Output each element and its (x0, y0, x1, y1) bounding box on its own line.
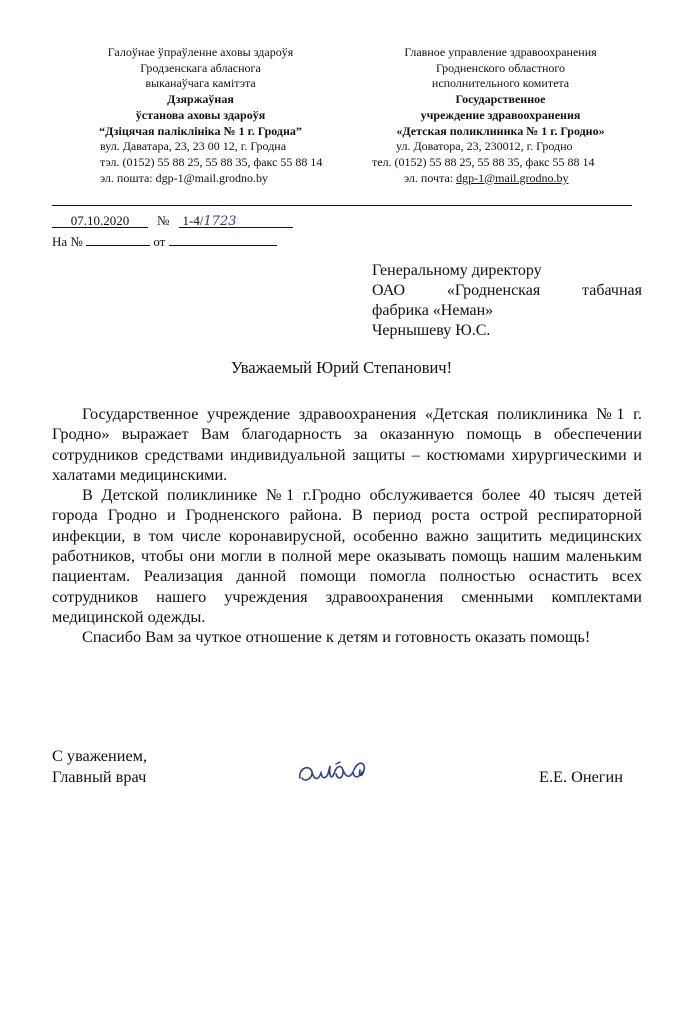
from-label: от (153, 234, 166, 249)
letterhead-russian (358, 45, 643, 186)
postal-address: ул. Доватора, 23, 230012, г. Гродно (396, 139, 573, 154)
handwritten-number: 1723 (203, 214, 237, 229)
institution-type-line: Государственное (455, 92, 546, 107)
handwritten-signature (296, 756, 374, 792)
letter-date: 07.10.2020 (52, 213, 148, 228)
postal-address: вул. Даватара, 23, 23 00 12, г. Гродна (100, 139, 287, 154)
paragraph-3: Спасибо Вам за чуткое отношение к детям и готовность оказать помощь! (82, 627, 591, 647)
ministry-line: Галоўнае ўпраўленне аховы здароўя (107, 45, 294, 59)
outgoing-reference (52, 213, 293, 228)
addressee-block (372, 261, 642, 341)
email-link[interactable]: dgp-1@mail.grodno.by (456, 170, 569, 185)
addressee-company-2: фабрика «Неман» (372, 302, 494, 319)
region-line: Гродзенскага абласнога (140, 60, 261, 75)
institution-type-line: Дзяржаўная (167, 92, 234, 107)
addressee-company: ОАО «Гродненская табачная (372, 282, 642, 299)
letterhead-belarusian (58, 45, 343, 186)
institution-type-line-2: учреждение здравоохранения (420, 107, 581, 122)
letter-number (179, 213, 293, 228)
paragraph-1: Государственное учреждение здравоохранения «Детская поликлиника №1 г. Гродно» выражает Вам благодарность за оказанную помощь в обеспечении сотрудников средствами индивидуальной защиты – костюмами хирургическими и халатами медицинскими. (52, 404, 642, 484)
institution-type-line-2: ўстанова аховы здароўя (135, 107, 266, 122)
email-line (358, 171, 643, 187)
reply-number-blank (86, 231, 150, 246)
committee-line: исполнительного комитета (431, 76, 570, 91)
signature-block (52, 746, 147, 787)
number-label: № (157, 213, 170, 228)
email-address: эл. пошта: dgp-1@mail.grodno.by (100, 170, 269, 185)
paragraph-2: В Детской поликлинике №1 г.Гродно обслуживается более 40 тысяч детей города Гродно и Гродненского района. В период роста острой респираторной инфекции, в том числе коронавирусной, особенно важно защитить медицинских работников, чтобы они могли в полной мере оказывать помощь нашим маленьким пациентам. Реализация данной помощи помогла полностью оснастить всех сотрудников нашего учреждения здравоохранения сменными комплектами медицинской одежды. (52, 485, 642, 626)
incoming-reference (52, 231, 277, 249)
ministry-line: Главное управление здравоохранения (404, 45, 597, 59)
phone-fax: тэл. (0152) 55 88 25, 55 88 35, факс 55 88 14 (100, 154, 323, 169)
number-prefix: 1-4/ (182, 213, 204, 228)
committee-line: выканаўчага камітэта (145, 76, 256, 91)
reply-to-label: На № (52, 234, 83, 249)
letterhead-divider (52, 205, 632, 206)
institution-name: «Детская поликлиника № 1 г. Гродно» (396, 123, 605, 138)
closing: С уважением, (52, 746, 148, 765)
letter-body (52, 404, 642, 648)
signer-title: Главный врач (52, 766, 147, 786)
email-label: эл. почта: (404, 170, 457, 185)
addressee-position: Генеральному директору (372, 262, 542, 279)
region-line: Гродненского областного (435, 60, 566, 75)
salutation: Уважаемый Юрий Степанович! (230, 358, 453, 377)
phone-fax: тел. (0152) 55 88 25, 55 88 35, факс 55 88 14 (372, 154, 595, 169)
addressee-name: Чернышеву Ю.С. (372, 322, 491, 339)
reply-date-blank (169, 231, 277, 246)
signer-name: Е.Е. Онегин (539, 767, 623, 786)
institution-name: “Дзіцячая паліклініка № 1 г. Гродна” (99, 123, 302, 138)
